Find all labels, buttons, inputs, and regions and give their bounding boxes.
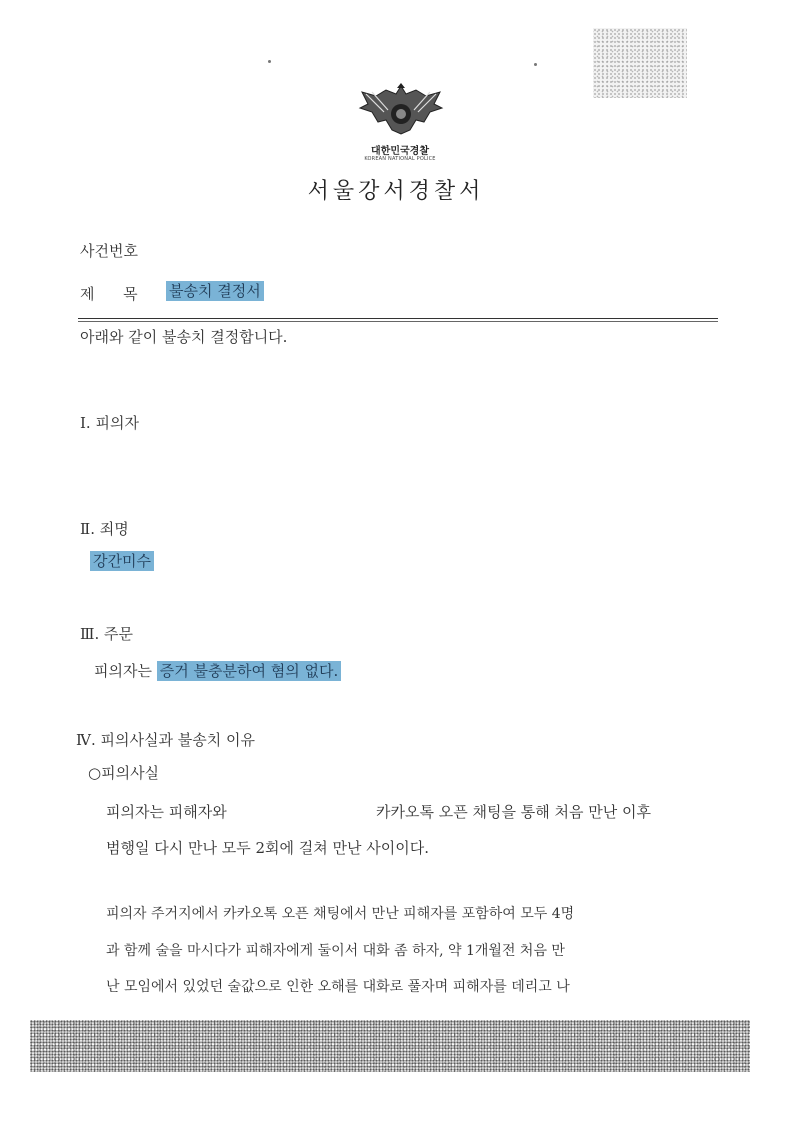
facts-p1-line1-a: 피의자는 피해자와 (106, 803, 227, 821)
facts-p1-line1-b: 카카오톡 오픈 채팅을 통해 처음 만난 이후 (376, 803, 651, 821)
facts-subheading: ○피의사실 (88, 764, 160, 782)
facts-p1-line2: 범행일 다시 만나 모두 2회에 걸쳐 만난 사이이다. (106, 839, 429, 857)
scan-noise-bottom (30, 1020, 750, 1072)
order-heading: Ⅲ. 주문 (80, 625, 133, 643)
facts-p2-line3: 난 모임에서 있었던 술값으로 인한 오해를 대화로 풀자며 피해자를 데리고 나 (106, 979, 570, 995)
charge-value-highlight: 강간미수 (90, 551, 154, 571)
order-text (94, 664, 341, 679)
header-divider-secondary (78, 321, 718, 322)
charge-value (90, 554, 154, 569)
title-label: 제 목 (80, 285, 138, 303)
title-value-highlight: 불송치 결정서 (166, 281, 264, 301)
scan-noise-top-right (593, 28, 687, 98)
emblem-name: 대한민국경찰 (371, 146, 429, 157)
header-divider (78, 318, 718, 319)
emblem-english-name: KOREAN NATIONAL POLICE (364, 156, 436, 162)
order-prefix: 피의자는 (94, 662, 152, 680)
intro-text: 아래와 같이 불송치 결정합니다. (80, 328, 288, 346)
facts-p2-line2: 과 함께 술을 마시다가 피해자에게 둘이서 대화 좀 하자, 약 1개월전 처음 만 (106, 943, 565, 959)
charge-heading: Ⅱ. 죄명 (80, 520, 129, 538)
order-value-highlight: 증거 불충분하여 혐의 없다. (157, 661, 341, 681)
police-emblem-icon (356, 82, 446, 138)
scan-speck (268, 60, 271, 63)
title-value (166, 280, 264, 301)
station-name: 서울강서경찰서 (307, 179, 485, 204)
scan-speck (534, 63, 537, 66)
facts-heading: Ⅳ. 피의사실과 불송치 이유 (76, 731, 255, 749)
suspect-heading: Ⅰ. 피의자 (80, 414, 139, 432)
case-number-label: 사건번호 (80, 242, 138, 260)
facts-p2-line1: 피의자 주거지에서 카카오톡 오픈 채팅에서 만난 피해자를 포함하여 모두 4명 (106, 906, 575, 922)
